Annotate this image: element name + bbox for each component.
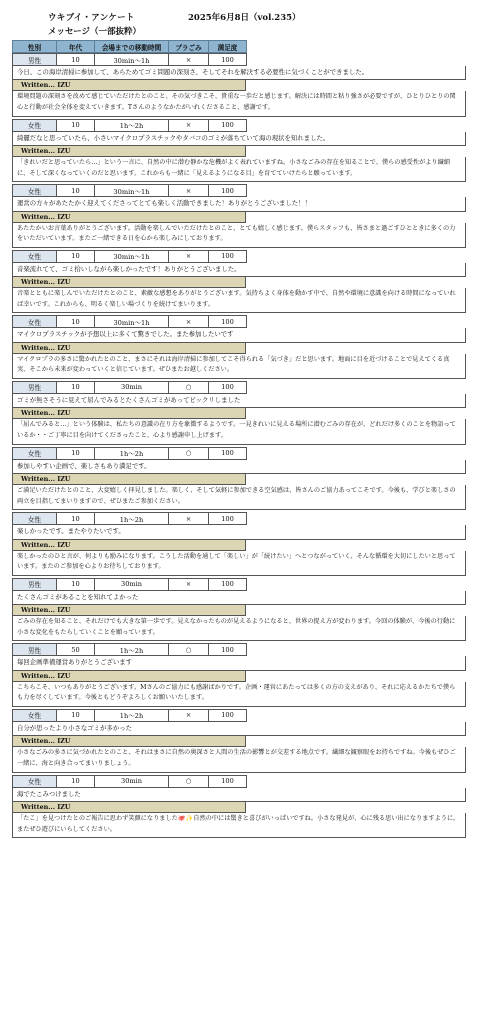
entry-list xyxy=(10,53,470,838)
entry-travel-time: 1h〜2h xyxy=(95,119,169,131)
entry-sex: 男性 xyxy=(13,578,57,590)
survey-entry xyxy=(10,315,470,379)
entry-reply: こちらこそ、いつもありがとうございます。Mさんのご協力にも感謝ばかりです。企画・運営にあたっては多くの方の支えがあり、それに応えるかたちで僕らも力を尽くしています。今後ともどうぞよろしくお願いいたします。 xyxy=(12,682,466,707)
entry-message: 参加しやすい企画で、楽しさもあり満足です。 xyxy=(12,460,466,474)
entry-age: 10 xyxy=(57,447,95,459)
entry-age: 10 xyxy=(57,316,95,328)
entry-plastic: × xyxy=(169,513,209,525)
entry-plastic: ○ xyxy=(169,381,209,393)
entry-satisfaction: 100 xyxy=(209,250,247,262)
entry-message: 運営の方々があたたかく迎えてくださってとても楽しく活動できました！ありがとうございました！！ xyxy=(12,197,466,211)
entry-reply: 音楽とともに楽しんでいただけたとのこと、素敵な感想をありがとうございます。気持ちよく身体を動かす中で、自然や環境に意識を向ける時間になっていれば幸いです。これからも、明るく楽しい場づくりを続けてまいります。 xyxy=(12,288,466,313)
entry-attributes-row xyxy=(12,643,247,656)
survey-entry xyxy=(10,250,470,314)
entry-sex: 男性 xyxy=(13,54,57,66)
entry-message: 楽しかったです。またやりたいです。 xyxy=(12,525,466,539)
survey-entry xyxy=(10,119,470,183)
entry-sex: 男性 xyxy=(13,381,57,393)
survey-entry xyxy=(10,184,470,248)
written-by-label: Written... IZU xyxy=(12,80,246,91)
entry-sex: 女性 xyxy=(13,513,57,525)
entry-sex: 男性 xyxy=(13,644,57,656)
entry-age: 10 xyxy=(57,119,95,131)
entry-travel-time: 1h〜2h xyxy=(95,709,169,721)
entry-age: 10 xyxy=(57,775,95,787)
document-header xyxy=(10,10,470,40)
entry-reply: 環境問題の深刻さを改めて感じていただけたとのこと、その気づきこそ、貴重な一歩だと感じます。解決には時間と粘り強さが必要ですが、ひとりひとりの関心と行動が社会全体を変えていきます。Tさんのようなかたがいれくださること、感謝です。 xyxy=(12,91,466,116)
document-subtitle: メッセージ（一部抜粋） xyxy=(48,27,141,37)
entry-plastic: × xyxy=(169,316,209,328)
entry-reply: 「きれいだと思っていたら…」という一言に、自然の中に潜む静かな危機がよく表れていますね。小さなごみの存在を知ることで、僕らの感受性がより繊細に、そして深くなっていくのだと思います。これからも一緒に「見えるようになる目」を育てていけたらと願っています。 xyxy=(12,157,466,182)
entry-sex: 女性 xyxy=(13,185,57,197)
column-header-plastic: プラごみ xyxy=(169,41,209,53)
survey-entry xyxy=(10,578,470,642)
entry-satisfaction: 100 xyxy=(209,119,247,131)
entry-sex: 女性 xyxy=(13,709,57,721)
entry-reply: 楽しかったのひと言が、何よりも励みになります。こうした活動を通して「楽しい」が「続けたい」へとつながっていく、そんな循環を大切にしたいと思っています。またのご参加を心よりお待ちしております。 xyxy=(12,551,466,576)
entry-message: ゴミが無さそうに見えて屈んでみるとたくさんゴミがあってビックリしました xyxy=(12,394,466,408)
entry-travel-time: 30min xyxy=(95,775,169,787)
entry-age: 10 xyxy=(57,250,95,262)
entry-age: 10 xyxy=(57,381,95,393)
entry-attributes-row xyxy=(12,775,247,788)
entry-message: 自分が思ったより小さなゴミが多かった xyxy=(12,722,466,736)
entry-attributes-row xyxy=(12,578,247,591)
entry-reply: 「屈んでみると…」という体験は、私たちの意識の在り方を象徴するようです。一見きれいに見える場所に潜むごみの存在が、どれだけ多くのことを物語っているか・・ご丁寧に目を向けてくださったこと、心より感謝申し上げます。 xyxy=(12,419,466,444)
survey-entry xyxy=(10,447,470,511)
entry-age: 10 xyxy=(57,54,95,66)
entry-satisfaction: 100 xyxy=(209,185,247,197)
entry-plastic: × xyxy=(169,250,209,262)
entry-travel-time: 30min〜1h xyxy=(95,250,169,262)
entry-attributes-row xyxy=(12,53,247,66)
written-by-label: Written... IZU xyxy=(12,802,246,813)
entry-travel-time: 30min〜1h xyxy=(95,54,169,66)
survey-entry xyxy=(10,643,470,707)
entry-message: 今日、この海岸清掃に参加して、あらためてゴミ問題の深刻さ、そしてそれを解決する必要性に気づくことができました。 xyxy=(12,66,466,80)
column-header-satisfaction: 満足度 xyxy=(209,41,247,53)
column-header-age: 年代 xyxy=(57,41,95,53)
entry-sex: 女性 xyxy=(13,316,57,328)
written-by-label: Written... IZU xyxy=(12,605,246,616)
written-by-label: Written... IZU xyxy=(12,474,246,485)
written-by-label: Written... IZU xyxy=(12,343,246,354)
entry-age: 50 xyxy=(57,644,95,656)
entry-message: 音楽流れてて、ゴミ拾いしながら楽しかったです！ありがとうございました。 xyxy=(12,263,466,277)
entry-plastic: ○ xyxy=(169,447,209,459)
entry-reply: マイクロプラの多さに驚かれたとのこと、まさにそれは海岸清掃に参加してこそ得られる「気づき」だと思います。地面に目を近づけることで見えてくる真実、そこから未来が変わっていくと信じています。ぜひまたお越しください。 xyxy=(12,354,466,379)
document-title: ウキブイ・アンケート xyxy=(48,13,135,23)
entry-attributes-row xyxy=(12,381,247,394)
entry-attributes-row xyxy=(12,250,247,263)
entry-reply: 「たこ」を見つけたとのご報告に思わず笑顔になりました🐙✨自然の中には驚きと喜びがいっぱいですね。小さな発見が、心に残る思い出になりますように。またぜひ遊びにいらしてください。 xyxy=(12,813,466,838)
written-by-label: Written... IZU xyxy=(12,671,246,682)
entry-plastic: ○ xyxy=(169,644,209,656)
entry-sex: 女性 xyxy=(13,119,57,131)
written-by-label: Written... IZU xyxy=(12,540,246,551)
entry-age: 10 xyxy=(57,578,95,590)
survey-entry xyxy=(10,775,470,839)
entry-travel-time: 1h〜2h xyxy=(95,447,169,459)
column-header-row xyxy=(12,40,247,53)
entry-age: 10 xyxy=(57,185,95,197)
entry-message: マイクロプラスチックが予想以上に多くて驚きでした。また参加したいです xyxy=(12,328,466,342)
entry-satisfaction: 100 xyxy=(209,381,247,393)
entry-attributes-row xyxy=(12,709,247,722)
written-by-label: Written... IZU xyxy=(12,277,246,288)
entry-attributes-row xyxy=(12,315,247,328)
entry-age: 10 xyxy=(57,709,95,721)
entry-satisfaction: 100 xyxy=(209,775,247,787)
entry-message: 海でたこみつけました xyxy=(12,788,466,802)
entry-message: 毎回企画準備運営ありがとうございます xyxy=(12,656,466,670)
survey-page xyxy=(10,10,470,840)
column-header-sex: 性別 xyxy=(13,41,57,53)
entry-travel-time: 30min〜1h xyxy=(95,316,169,328)
entry-travel-time: 30min xyxy=(95,381,169,393)
survey-entry xyxy=(10,381,470,445)
entry-plastic: × xyxy=(169,709,209,721)
column-header-travel-time: 会場までの移動時間 xyxy=(95,41,169,53)
entry-sex: 女性 xyxy=(13,447,57,459)
entry-plastic: × xyxy=(169,578,209,590)
entry-satisfaction: 100 xyxy=(209,447,247,459)
entry-travel-time: 1h〜2h xyxy=(95,644,169,656)
survey-entry xyxy=(10,709,470,773)
entry-satisfaction: 100 xyxy=(209,513,247,525)
written-by-label: Written... IZU xyxy=(12,736,246,747)
entry-plastic: ○ xyxy=(169,775,209,787)
document-date: 2025年6月8日（vol.235） xyxy=(188,13,301,23)
entry-sex: 女性 xyxy=(13,250,57,262)
entry-attributes-row xyxy=(12,447,247,460)
entry-satisfaction: 100 xyxy=(209,54,247,66)
entry-reply: ごみの存在を知ること、それだけでも大きな第一歩です。見えなかったものが見えるようになると、世界の捉え方が変わります。今回の体験が、今後の行動に小さな変化をもたらしていくことを願っています。 xyxy=(12,616,466,641)
survey-entry xyxy=(10,53,470,117)
entry-reply: あたたかいお言葉ありがとうございます。活動を楽しんでいただけたとのこと、とても嬉しく感じます。僕らスタッフも、皆さまと過ごすひとときに多くの力をいただいています。またご一緒できる日を心から楽しみにしております。 xyxy=(12,223,466,248)
entry-reply: ご満足いただけたとのこと、大変嬉しく拝見しました。楽しく、そして気軽に参加できる空気感は、皆さんのご協力あってこそです。今後も、学びと楽しさの両立を目指してまいりますので、ぜひまたご参加ください。 xyxy=(12,485,466,510)
entry-plastic: × xyxy=(169,119,209,131)
entry-plastic: × xyxy=(169,185,209,197)
entry-reply: 小さなごみの多さに気づかれたとのこと、それはまさに自然の奥深さと人間の生活の影響とが交差する地点です。繊細な観察眼をお持ちですね。今後もぜひご一緒に、海と向き合ってまいりましょう。 xyxy=(12,747,466,772)
entry-sex: 女性 xyxy=(13,775,57,787)
entry-message: たくさんゴミがあることを知れてよかった xyxy=(12,591,466,605)
written-by-label: Written... IZU xyxy=(12,408,246,419)
entry-satisfaction: 100 xyxy=(209,316,247,328)
entry-age: 10 xyxy=(57,513,95,525)
entry-message: 綺麗だなと思っていたら、小さいマイクロプラスチックやタバコのゴミが落ちていて海の現状を知れました。 xyxy=(12,132,466,146)
entry-attributes-row xyxy=(12,119,247,132)
entry-travel-time: 30min xyxy=(95,578,169,590)
entry-satisfaction: 100 xyxy=(209,644,247,656)
entry-attributes-row xyxy=(12,512,247,525)
survey-entry xyxy=(10,512,470,576)
entry-satisfaction: 100 xyxy=(209,709,247,721)
entry-travel-time: 1h〜2h xyxy=(95,513,169,525)
written-by-label: Written... IZU xyxy=(12,212,246,223)
written-by-label: Written... IZU xyxy=(12,146,246,157)
entry-satisfaction: 100 xyxy=(209,578,247,590)
entry-travel-time: 30min〜1h xyxy=(95,185,169,197)
entry-plastic: × xyxy=(169,54,209,66)
entry-attributes-row xyxy=(12,184,247,197)
